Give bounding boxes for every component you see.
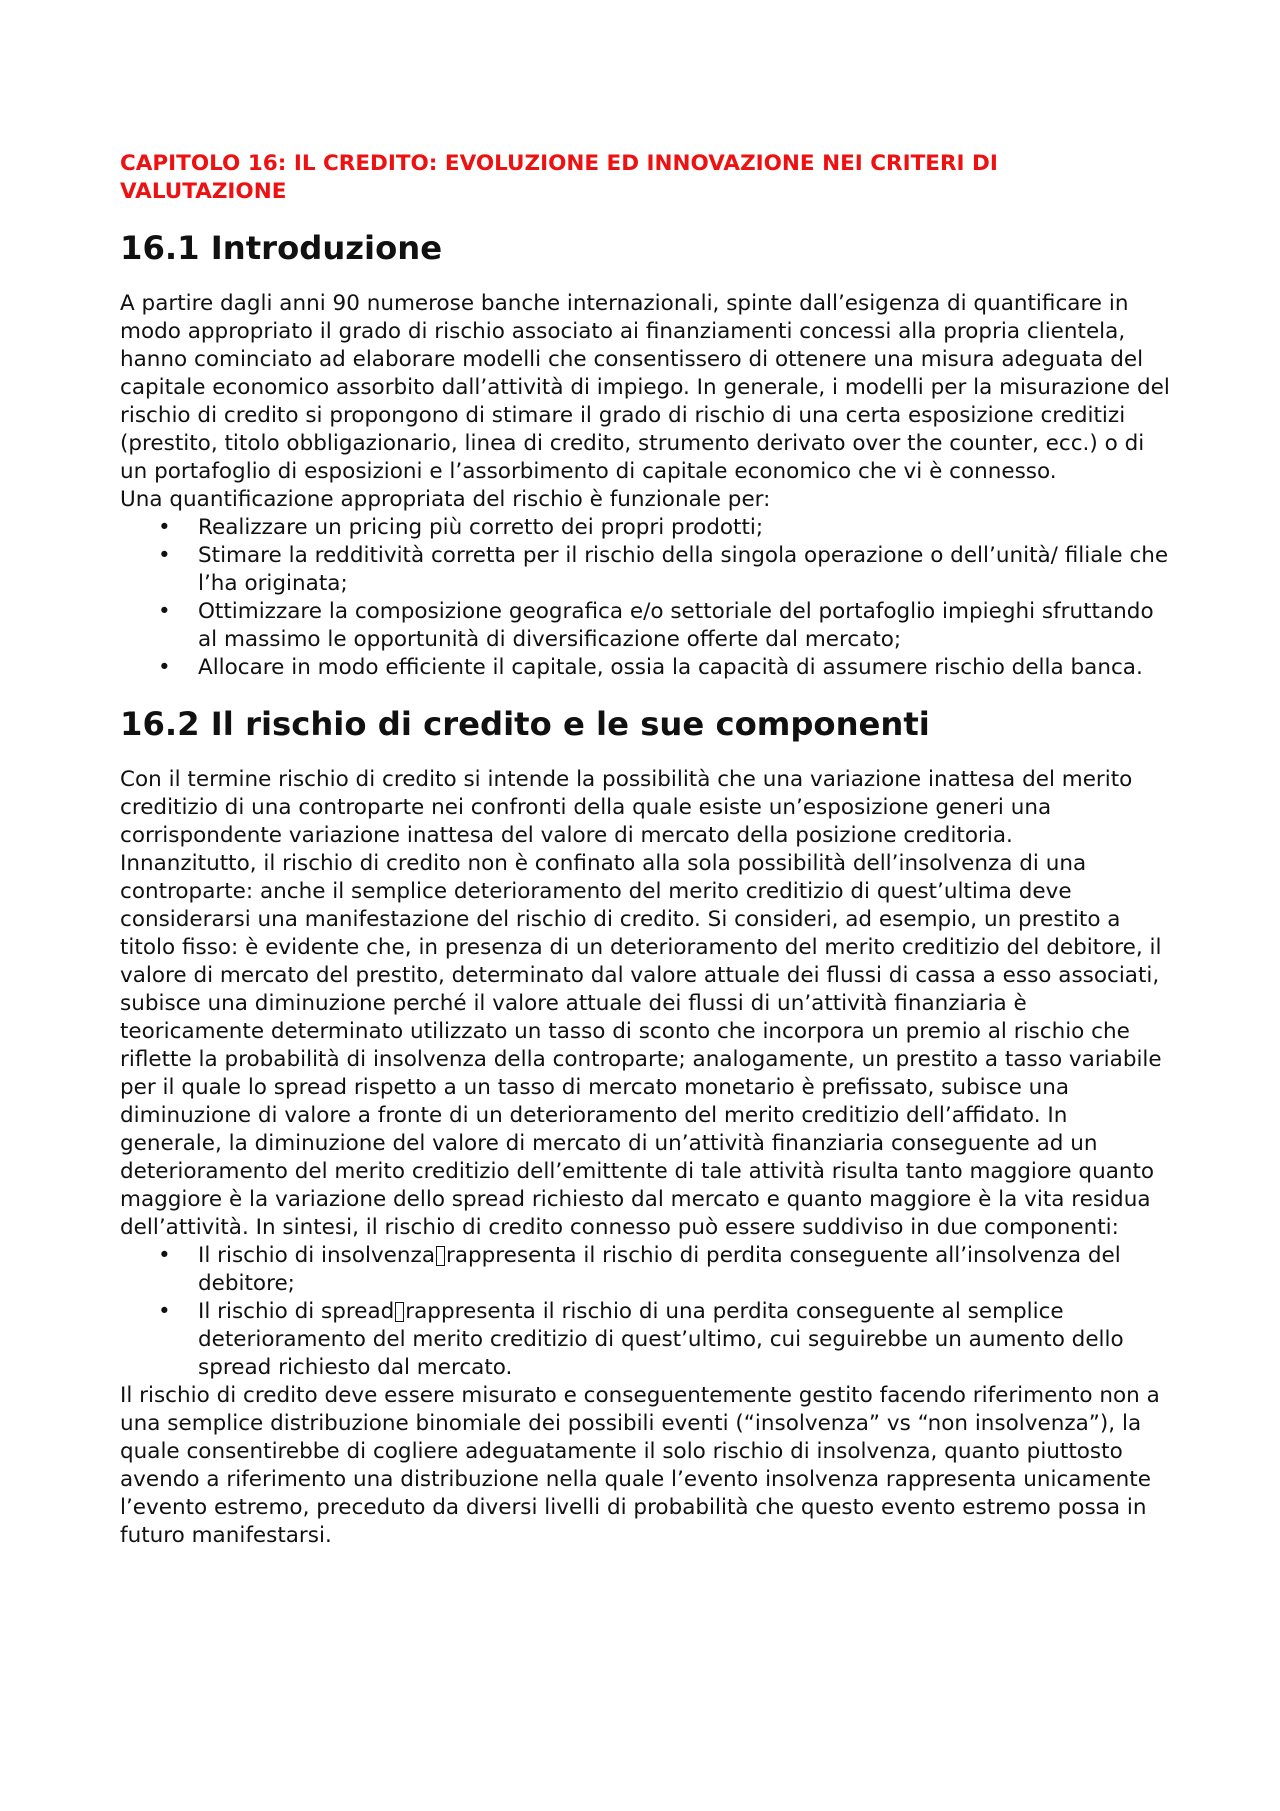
risk-description: rappresenta il rischio di una perdita conseguente al semplice deterioramento del merito creditizio di quest’ultimo, cui seguirebbe un aumento dello spread richiesto dal mercato.: [198, 1299, 1124, 1380]
risk-components-list: [120, 1242, 1170, 1382]
bullet-icon: •: [158, 655, 171, 680]
missing-glyph-icon: [436, 1246, 445, 1266]
risk-description: rappresenta il rischio di perdita conseguente all’insolvenza del debitore;: [198, 1243, 1121, 1296]
bullet-icon: •: [158, 599, 171, 624]
document-page: [120, 150, 1170, 1550]
bullet-icon: •: [158, 543, 171, 568]
bullet-icon: •: [158, 1243, 171, 1268]
list-item: [120, 514, 1170, 542]
list-item: [120, 598, 1170, 654]
bullet-icon: •: [158, 515, 171, 540]
intro-bullet-list: [120, 514, 1170, 682]
credit-risk-paragraph-1: Con il termine rischio di credito si intende la possibilità che una variazione inattesa del merito creditizio di una controparte nei confronti della quale esiste un’esposizione generi una corrispondente variazione inattesa del valore di mercato della posizione creditoria.: [120, 767, 1133, 848]
list-item: [120, 1298, 1170, 1382]
list-item: [120, 542, 1170, 598]
risk-term: Il rischio di spread: [198, 1299, 395, 1324]
list-item-text: Ottimizzare la composizione geografica e/o settoriale del portafoglio impieghi sfruttando al massimo le opportunità di diversificazione offerte dal mercato;: [198, 599, 1154, 652]
credit-risk-paragraph-2: Innanzitutto, il rischio di credito non è confinato alla sola possibilità dell’insolvenza di una controparte: anche il semplice deterioramento del merito creditizio di quest’ultima deve considerarsi una manifestazione del rischio di credito. Si consideri, ad esempio, un prestito a titolo fisso: è evidente che, in presenza di un deterioramento del merito creditizio del debitore, il valore di mercato del prestito, determinato dal valore attuale dei flussi di cassa a esso associati, subisce una diminuzione perché il valore attuale dei flussi di un’attività finanziaria è teoricamente determinato utilizzato un tasso di sconto che incorpora un premio al rischio che riflette la probabilità di insolvenza della controparte; analogamente, un prestito a tasso variabile per il quale lo spread rispetto a un tasso di mercato monetario è prefissato, subisce una diminuzione di valore a fronte di un deterioramento del merito creditizio dell’affidato. In generale, la diminuzione del valore di mercato di un’attività finanziaria conseguente ad un deterioramento del merito creditizio dell’emittente di tale attività risulta tanto maggiore quanto maggiore è la variazione dello spread richiesto dal mercato e quanto maggiore è la vita residua dell’attività. In sintesi, il rischio di credito connesso può essere suddiviso in due componenti:: [120, 851, 1162, 1240]
bullet-icon: •: [158, 1299, 171, 1324]
risk-term: Il rischio di insolvenza: [198, 1243, 435, 1268]
missing-glyph-icon: [395, 1302, 404, 1322]
list-item-text: Stimare la redditività corretta per il rischio della singola operazione o dell’unità/ filiale che l’ha originata;: [198, 543, 1169, 596]
list-item-text: Allocare in modo efficiente il capitale, ossia la capacità di assumere rischio della banca.: [198, 655, 1143, 680]
list-item: [120, 654, 1170, 682]
credit-risk-paragraph-3: Il rischio di credito deve essere misurato e conseguentemente gestito facendo riferimento non a una semplice distribuzione binomiale dei possibili eventi (“insolvenza” vs “non insolvenza”), la quale consentirebbe di cogliere adeguatamente il solo rischio di insolvenza, quanto piuttosto avendo a riferimento una distribuzione nella quale l’evento insolvenza rappresenta unicamente l’evento estremo, preceduto da diversi livelli di probabilità che questo evento estremo possa in futuro manifestarsi.: [120, 1383, 1160, 1548]
list-item: [120, 1242, 1170, 1298]
intro-lead-in: Una quantificazione appropriata del rischio è funzionale per:: [120, 487, 771, 512]
section-heading-rischio-credito: 16.2 Il rischio di credito e le sue componenti: [120, 705, 930, 743]
list-item-text: Realizzare un pricing più corretto dei propri prodotti;: [198, 515, 764, 540]
section-heading-introduzione: 16.1 Introduzione: [120, 229, 443, 267]
intro-paragraph: A partire dagli anni 90 numerose banche internazionali, spinte dall’esigenza di quantificare in modo appropriato il grado di rischio associato ai finanziamenti concessi alla propria clientela, hanno cominciato ad elaborare modelli che consentissero di ottenere una misura adeguata del capitale economico assorbito dall’attività di impiego. In generale, i modelli per la misurazione del rischio di credito si propongono di stimare il grado di rischio di una certa esposizione creditizi (prestito, titolo obbligazionario, linea di credito, strumento derivato over the counter, ecc.) o di un portafoglio di esposizioni e l’assorbimento di capitale economico che vi è connesso.: [120, 291, 1170, 484]
chapter-title: CAPITOLO 16: IL CREDITO: EVOLUZIONE ED INNOVAZIONE NEI CRITERI DI VALUTAZIONE: [120, 151, 998, 204]
